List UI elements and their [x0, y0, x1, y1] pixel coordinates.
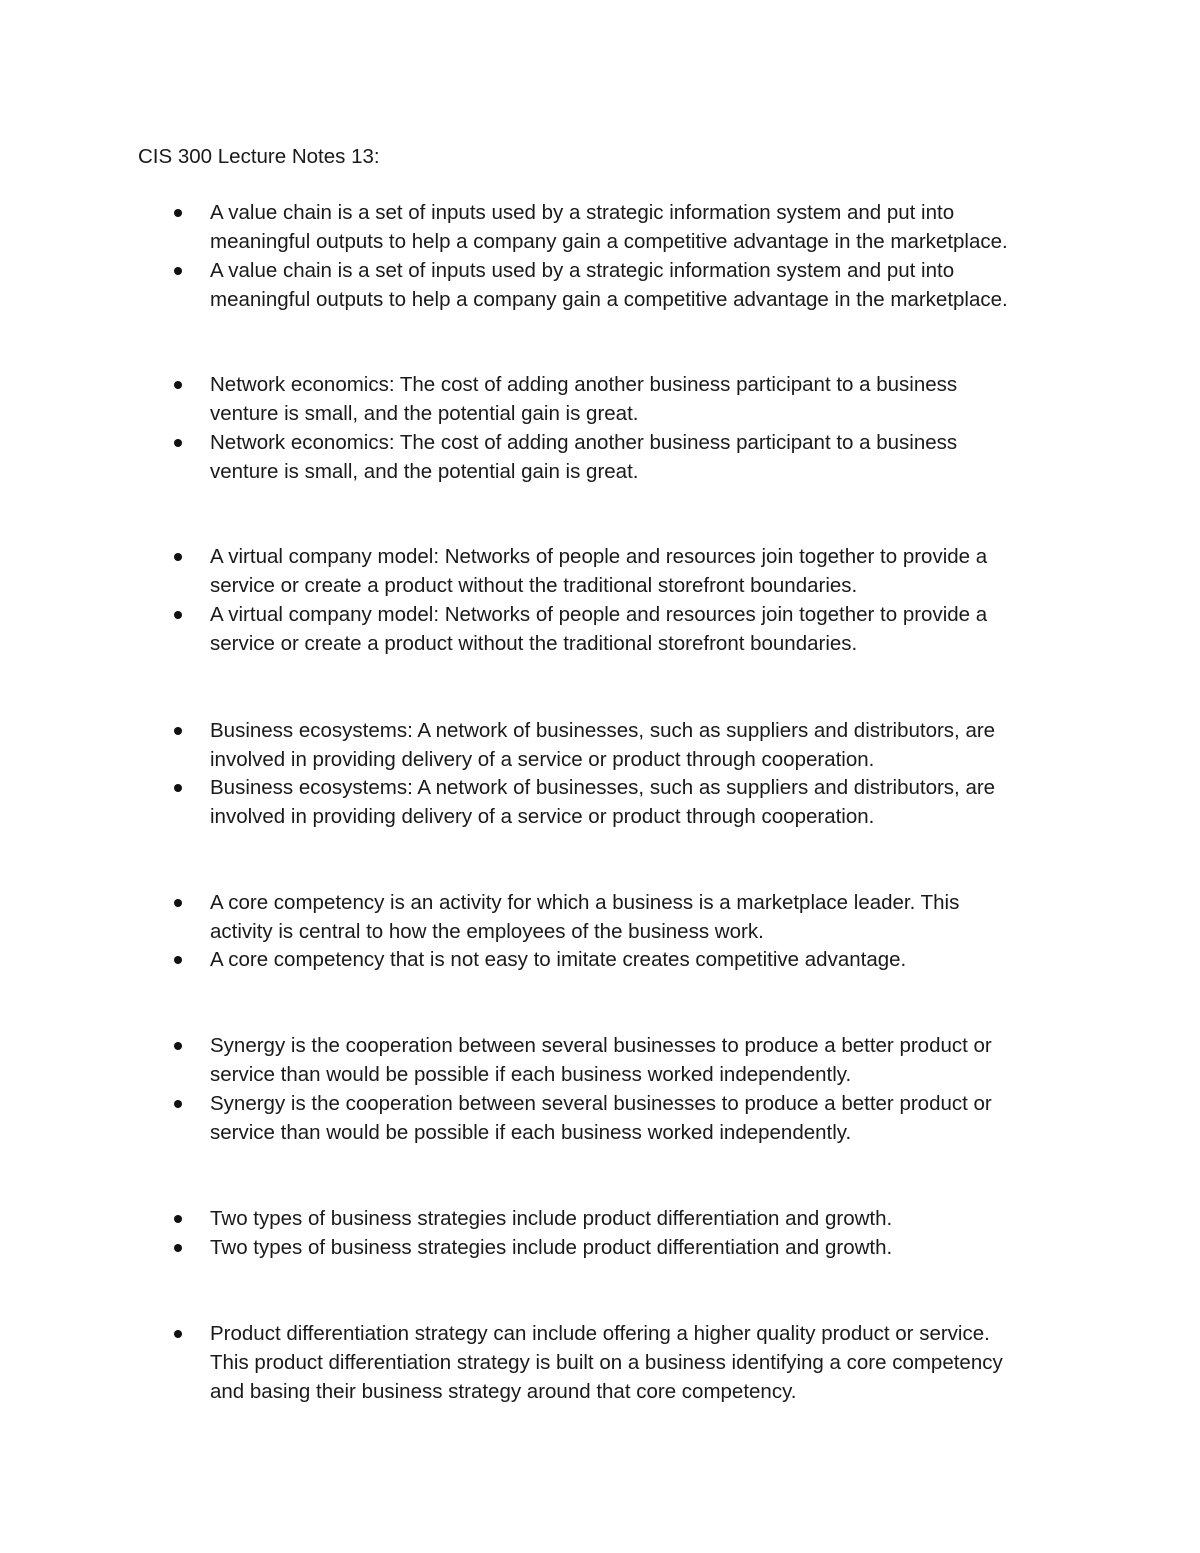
bullet-icon [174, 899, 182, 907]
list-item-text: A core competency is an activity for which a business is a marketplace leader. This activity is central to how the employees of the business work. [210, 891, 960, 943]
bullet-icon [174, 267, 182, 275]
bullet-icon [174, 209, 182, 217]
list-item-text: Synergy is the cooperation between several businesses to produce a better product or service than would be possible if each business worked independently. [210, 1034, 992, 1086]
bullet-icon [174, 1330, 182, 1338]
list-item-text: Synergy is the cooperation between several businesses to produce a better product or service than would be possible if each business worked independently. [210, 1092, 992, 1144]
bullet-icon [174, 727, 182, 735]
list-item-text: Network economics: The cost of adding another business participant to a business venture is small, and the potential gain is great. [210, 431, 958, 483]
list-item-text: A core competency that is not easy to imitate creates competitive advantage. [210, 948, 907, 971]
list-item-text: A virtual company model: Networks of people and resources join together to provide a service or create a product without the traditional storefront boundaries. [210, 603, 988, 655]
bullet-icon [174, 1042, 182, 1050]
list-item-text: A value chain is a set of inputs used by a strategic information system and put into meaningful outputs to help a company gain a competitive advantage in the marketplace. [210, 201, 1008, 253]
list-item-text: Product differentiation strategy can include offering a higher quality product or service. This product differentiation strategy is built on a business identifying a core competency and basing their business strategy around that core competency. [210, 1322, 1003, 1403]
bullet-icon [174, 439, 182, 447]
list-item-text: A virtual company model: Networks of people and resources join together to provide a service or create a product without the traditional storefront boundaries. [210, 545, 988, 597]
bullet-icon [174, 611, 182, 619]
bullet-icon [174, 784, 182, 792]
bullet-icon [174, 1215, 182, 1223]
bullet-icon [174, 956, 182, 964]
list-item-text: Business ecosystems: A network of businesses, such as suppliers and distributors, are involved in providing delivery of a service or product through cooperation. [210, 776, 996, 828]
list-item-text: Two types of business strategies include product differentiation and growth. [210, 1207, 893, 1230]
list-item-text: Two types of business strategies include product differentiation and growth. [210, 1236, 893, 1259]
list-item-text: Business ecosystems: A network of businesses, such as suppliers and distributors, are involved in providing delivery of a service or product through cooperation. [210, 719, 996, 771]
list-item-text: A value chain is a set of inputs used by a strategic information system and put into meaningful outputs to help a company gain a competitive advantage in the marketplace. [210, 259, 1008, 311]
list-item-text: Network economics: The cost of adding another business participant to a business venture is small, and the potential gain is great. [210, 373, 958, 425]
bullet-icon [174, 1100, 182, 1108]
bullet-icon [174, 553, 182, 561]
document-title: CIS 300 Lecture Notes 13: [138, 145, 380, 168]
bullet-icon [174, 381, 182, 389]
bullet-icon [174, 1244, 182, 1252]
